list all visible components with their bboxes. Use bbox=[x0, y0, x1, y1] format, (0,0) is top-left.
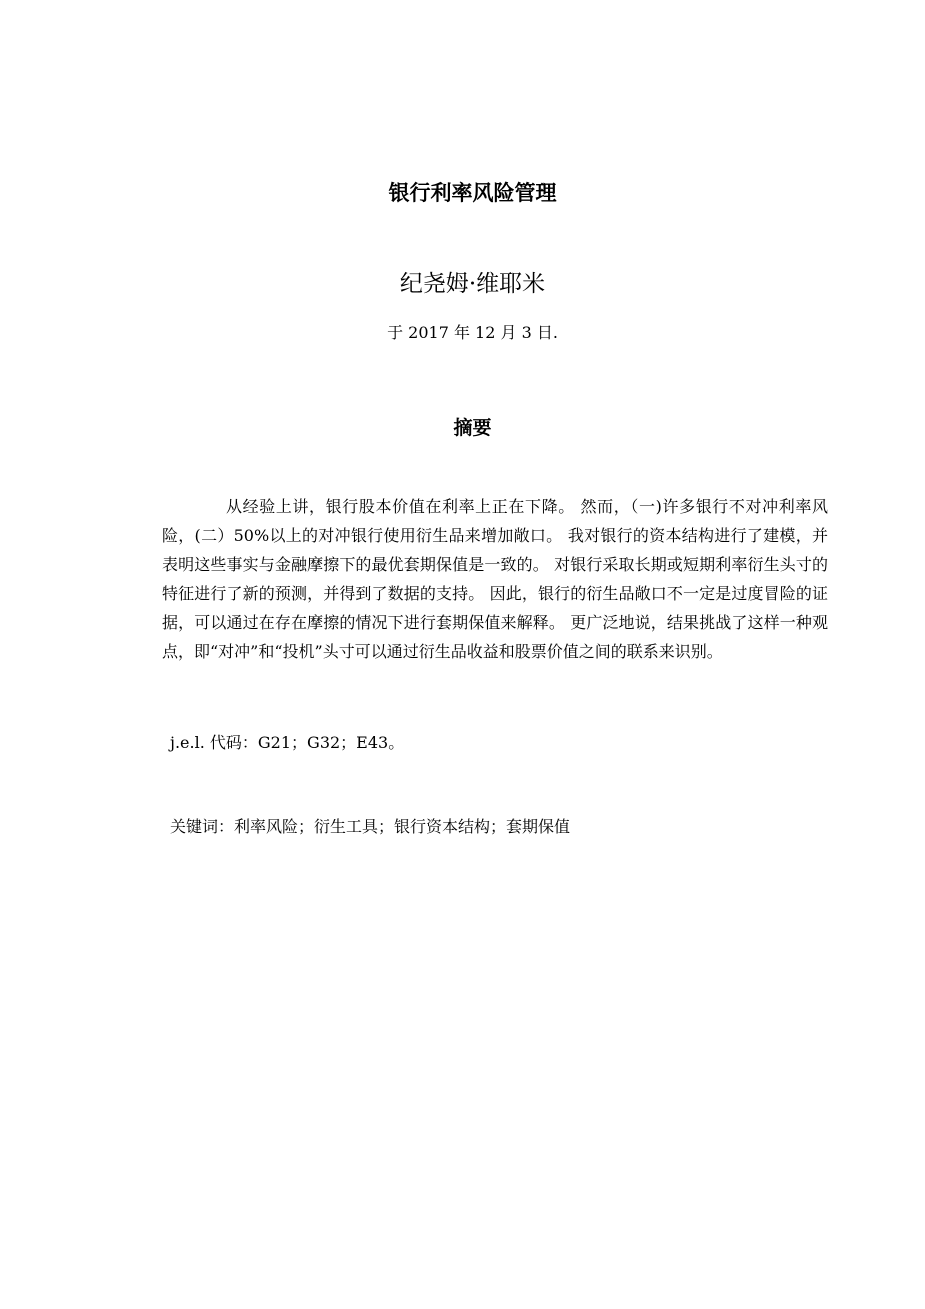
abstract-heading: 摘要 bbox=[453, 417, 492, 439]
abstract-body: 从经验上讲，银行股本价值在利率上正在下降。 然而，（一)许多银行不对冲利率风险，(二）50%以上的对冲银行使用衍生品来增加敞口。 我对银行的资本结构进行了建模，并表明这些事实与金融摩擦下的最优套期保值是一致的。 对银行采取长期或短期利率衍生头寸的特征进行了新的预测，并得到了数据的支持。 因此，银行的衍生品敞口不一定是过度冒险的证据，可以通过在存在摩擦的情况下进行套期保值来解释。 更广泛地说，结果挑战了这样一种观点，即“对冲”和“投机”头寸可以通过衍生品收益和股票价值之间的联系来识别。 bbox=[162, 497, 828, 661]
jel-codes: j.e.l. 代码：G21；G32；E43。 bbox=[170, 733, 405, 752]
keywords: 关键词：利率风险；衍生工具；银行资本结构；套期保值 bbox=[170, 817, 571, 836]
publication-date: 于 2017 年 12 月 3 日. bbox=[387, 323, 558, 342]
author-name: 纪尧姆·维耶米 bbox=[399, 271, 546, 297]
paper-title: 银行利率风险管理 bbox=[388, 181, 557, 205]
